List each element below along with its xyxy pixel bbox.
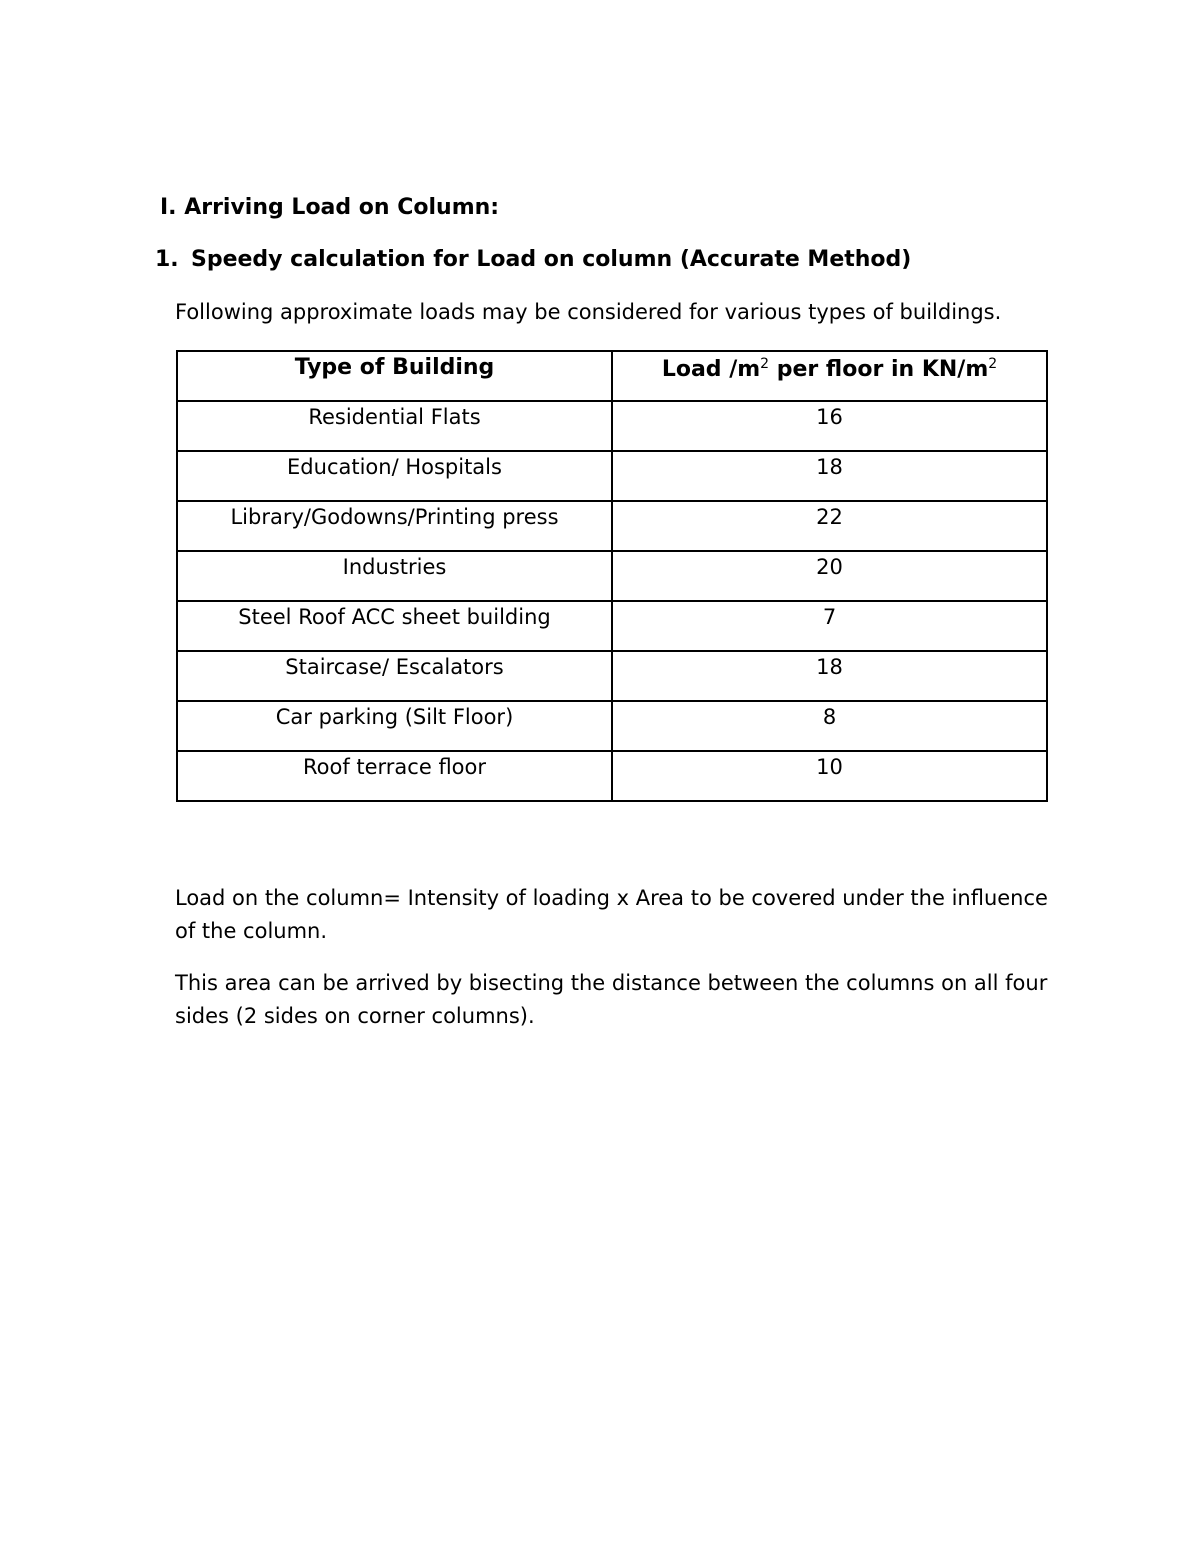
cell-building-type: Industries bbox=[177, 551, 612, 601]
header-load-sup2: 2 bbox=[988, 356, 998, 372]
cell-load-value: 16 bbox=[612, 401, 1047, 451]
table-row bbox=[177, 651, 1047, 701]
cell-building-type: Education/ Hospitals bbox=[177, 451, 612, 501]
table-row bbox=[177, 751, 1047, 801]
table-row bbox=[177, 701, 1047, 751]
cell-load-value: 18 bbox=[612, 451, 1047, 501]
cell-load-value: 7 bbox=[612, 601, 1047, 651]
section-heading: I. Arriving Load on Column: bbox=[160, 195, 500, 220]
cell-load-value: 20 bbox=[612, 551, 1047, 601]
cell-building-type: Staircase/ Escalators bbox=[177, 651, 612, 701]
table-row bbox=[177, 451, 1047, 501]
table-row bbox=[177, 601, 1047, 651]
table-row bbox=[177, 501, 1047, 551]
subsection-heading bbox=[155, 247, 911, 272]
header-type-of-building: Type of Building bbox=[177, 351, 612, 401]
cell-load-value: 8 bbox=[612, 701, 1047, 751]
cell-load-value: 10 bbox=[612, 751, 1047, 801]
cell-building-type: Library/Godowns/Printing press bbox=[177, 501, 612, 551]
subsection-title: Speedy calculation for Load on column (Accurate Method) bbox=[191, 247, 912, 272]
cell-building-type: Roof terrace floor bbox=[177, 751, 612, 801]
header-load-prefix: Load /m bbox=[661, 357, 761, 382]
table-row bbox=[177, 401, 1047, 451]
table-header-row bbox=[177, 351, 1047, 401]
header-load-sup1: 2 bbox=[760, 356, 770, 372]
intro-text: Following approximate loads may be considered for various types of buildings. bbox=[175, 300, 1002, 324]
cell-building-type: Residential Flats bbox=[177, 401, 612, 451]
paragraph-load-formula: Load on the column= Intensity of loading x Area to be covered under the influence of the column. bbox=[175, 886, 1048, 943]
cell-load-value: 22 bbox=[612, 501, 1047, 551]
cell-building-type: Steel Roof ACC sheet building bbox=[177, 601, 612, 651]
paragraph-area-method: This area can be arrived by bisecting the distance between the columns on all four sides (2 sides on corner columns). bbox=[175, 971, 1048, 1028]
cell-building-type: Car parking (Silt Floor) bbox=[177, 701, 612, 751]
cell-load-value: 18 bbox=[612, 651, 1047, 701]
header-load bbox=[612, 351, 1047, 401]
table-row bbox=[177, 551, 1047, 601]
header-load-middle: per floor in KN/m bbox=[769, 357, 989, 382]
load-table bbox=[176, 350, 1048, 802]
subsection-number: 1. bbox=[155, 247, 179, 272]
